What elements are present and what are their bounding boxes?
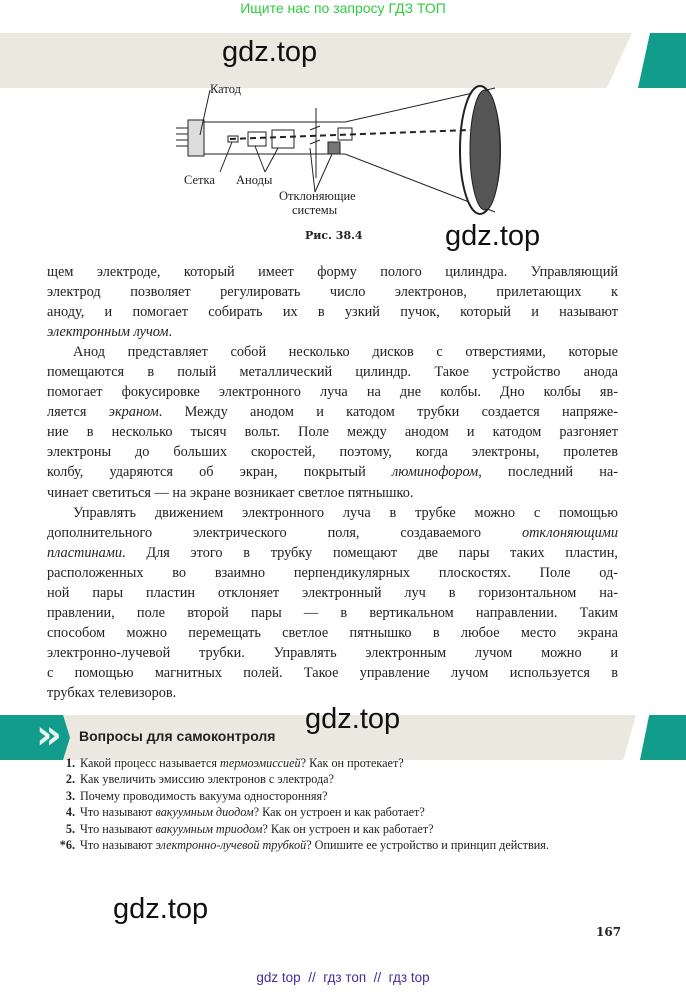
page-number: 167	[596, 925, 622, 939]
text-segment: помогает фокусировке электронного луча на дне колбы. Дно колбы яв-	[47, 384, 618, 401]
text-line	[47, 683, 618, 703]
text-line	[47, 342, 618, 362]
italic-term: отклоняющими	[521, 524, 618, 541]
watermark: gdz.top	[222, 36, 318, 68]
text-segment: аноду, и помогает собирать их в узкий пучок, который и называют	[47, 304, 618, 321]
question-number: 1.	[65, 756, 75, 770]
question-number: 5.	[65, 821, 75, 836]
figure-caption: Рис. 38.4	[305, 229, 363, 242]
question-number: 4.	[65, 805, 75, 820]
question-item	[50, 788, 620, 804]
text-segment: расположенных во взаимно перпендикулярных плоскостях. Поле од-	[47, 564, 618, 581]
section-teal-right	[640, 715, 686, 760]
crt-figure	[170, 80, 510, 220]
text-segment: ? Опишите ее устройство и принцип действия.	[306, 838, 549, 853]
italic-term: вакуумным триодом	[155, 821, 263, 836]
text-line	[47, 322, 618, 342]
text-segment: .	[168, 324, 173, 341]
text-segment: Что называют	[80, 821, 156, 836]
question-item	[50, 804, 620, 820]
italic-term: пластинами	[47, 544, 123, 561]
text-line	[47, 282, 618, 302]
label-anodes: Аноды	[236, 173, 273, 187]
text-segment: ние в несколько тысяч вольт. Поле между анодом и катодом разгоняет	[47, 424, 618, 441]
text-segment: чинает светиться — на экране возникает светлое пятнышко.	[47, 484, 414, 501]
text-segment: правлении, поле второй пары — в вертикальном направлении. Таким	[47, 604, 618, 621]
text-segment: способом можно перемещать светлое пятнышко в любое место экрана	[47, 624, 618, 641]
text-segment: электрод позволяет регулировать число электронов, прилетающих к	[47, 284, 618, 301]
italic-term: электронным лучом	[47, 324, 169, 341]
text-segment: . Между анодом и катодом трубки создается напряже-	[158, 404, 618, 421]
text-line	[47, 563, 618, 583]
text-segment: Анод представляет собой несколько дисков с отверстиями, которые	[73, 344, 618, 361]
text-line	[47, 483, 618, 503]
text-segment: помещаются в полый металлический цилиндр. Такое устройство анода	[47, 364, 618, 381]
text-segment: электронно-лучевой трубки. Управлять электронным лучом можно и	[47, 644, 618, 661]
question-number: 3.	[65, 788, 75, 803]
text-segment: колбу, ударяются об экран, покрытый	[47, 464, 392, 481]
label-grid: Сетка	[184, 173, 215, 187]
label-deflection-2: системы	[292, 203, 338, 217]
question-item	[50, 821, 620, 837]
text-segment: Что называют	[80, 805, 156, 820]
text-segment: Почему проводимость вакуума односторонняя?	[80, 788, 328, 803]
body-text	[47, 262, 618, 703]
italic-term: электронно-лучевой трубкой	[155, 838, 307, 853]
text-line	[47, 503, 618, 523]
text-line	[47, 583, 618, 603]
question-text	[80, 804, 425, 820]
text-segment: ? Как он устроен и как работает?	[262, 821, 434, 836]
text-segment: ? Как он устроен и как работает?	[253, 805, 425, 820]
text-line	[47, 362, 618, 382]
questions-list	[50, 755, 620, 853]
header-teal-accent	[638, 33, 686, 88]
text-segment: Что называют	[80, 838, 156, 853]
text-line	[47, 382, 618, 402]
text-segment: трубках телевизоров.	[47, 684, 177, 701]
text-segment: электроны до больших скоростей, поэтому, когда электроны, пролетев	[47, 444, 618, 461]
question-text	[80, 788, 328, 804]
text-segment: дополнительного электрического поля, создаваемого	[47, 524, 522, 541]
question-number: 2.	[65, 772, 75, 787]
text-segment: . Для этого в трубку помещают две пары таких пластин,	[122, 544, 618, 561]
text-line	[47, 523, 618, 543]
question-item	[50, 755, 620, 771]
text-segment: Управлять движением электронного луча в трубке можно с помощью	[73, 504, 618, 521]
text-line	[47, 643, 618, 663]
text-segment: щем электроде, который имеет форму полого цилиндра. Управляющий	[47, 264, 618, 280]
italic-term: люминофором	[391, 464, 479, 481]
text-line	[47, 402, 618, 422]
question-text	[80, 837, 549, 853]
footer-links[interactable]: gdz top // гдз топ // гдз top	[256, 970, 430, 985]
question-text	[80, 755, 404, 771]
question-item	[50, 837, 620, 853]
text-segment: с помощью магнитных полей. Такое управление лучом используется в	[47, 664, 618, 681]
section-title: Вопросы для самоконтроля	[79, 728, 276, 744]
label-cathode: Катод	[210, 82, 241, 96]
text-line	[47, 603, 618, 623]
text-line	[47, 422, 618, 442]
question-text	[80, 771, 334, 787]
text-line	[47, 663, 618, 683]
text-segment: Как увеличить эмиссию электронов с электрода?	[80, 772, 334, 787]
text-line	[47, 262, 618, 282]
text-segment: Какой процесс называется	[80, 756, 221, 770]
question-text	[80, 821, 434, 837]
text-line	[47, 442, 618, 462]
watermark: gdz.top	[305, 703, 401, 735]
chevron-icon: »	[36, 712, 62, 758]
text-segment: , последний на-	[478, 464, 618, 481]
watermark: gdz.top	[445, 220, 541, 252]
text-line	[47, 623, 618, 643]
text-segment: ? Как он протекает?	[300, 756, 404, 770]
watermark: gdz.top	[113, 893, 209, 925]
italic-term: вакуумным диодом	[155, 805, 254, 820]
text-line	[47, 462, 618, 482]
question-number: *6.	[59, 838, 75, 853]
italic-term: экраном	[108, 404, 159, 421]
italic-term: термоэмиссией	[220, 756, 301, 770]
label-deflection-1: Отклоняющие	[279, 189, 356, 203]
text-segment: ляется	[47, 404, 109, 421]
question-item	[50, 771, 620, 787]
top-banner[interactable]: Ищите нас по запросу ГДЗ ТОП	[240, 0, 446, 16]
text-line	[47, 543, 618, 563]
text-line	[47, 302, 618, 322]
text-segment: ной пары пластин отклоняет электронный луч в горизонтальном на-	[47, 584, 618, 601]
